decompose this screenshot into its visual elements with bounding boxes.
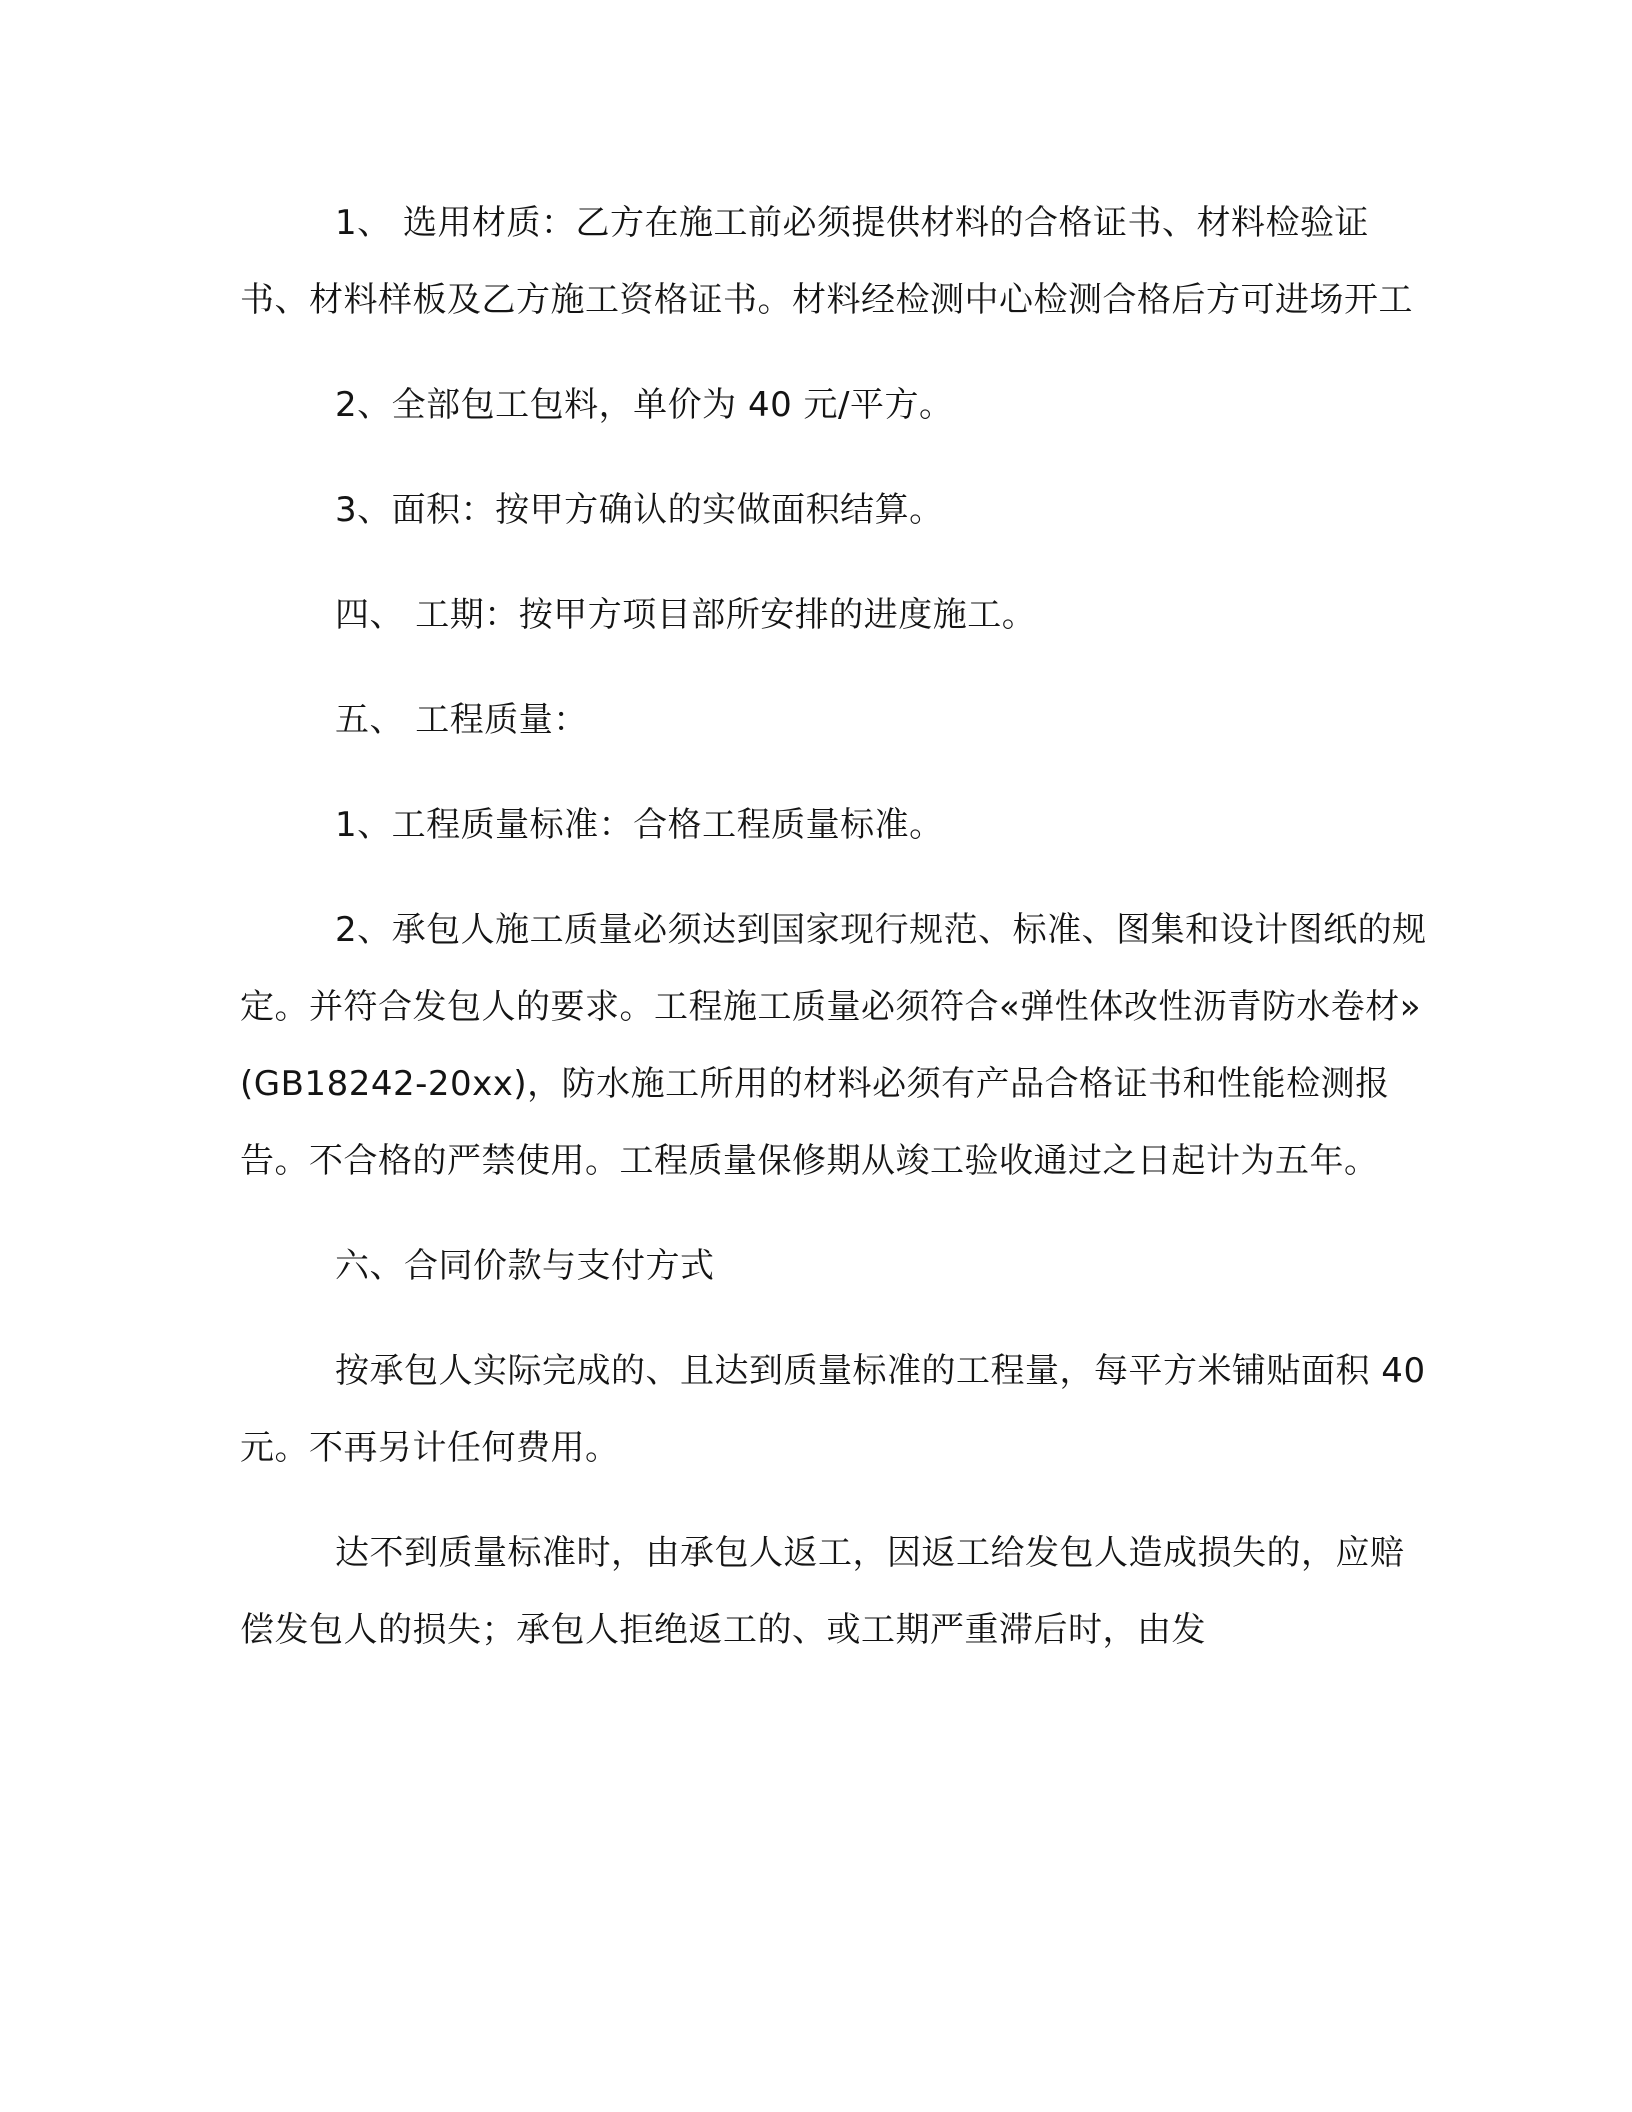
paragraph-quality-requirements — [240, 892, 1430, 1200]
line: 合格证书和性能检测报告。不合格的严禁使用。工程质量保修期从竣 — [240, 1064, 1390, 1181]
document-body — [240, 185, 1430, 1697]
line: 四、 工期：按甲方项目部所安排的进度施工。 — [335, 595, 1037, 635]
paragraph-material — [240, 185, 1430, 339]
line: 验证书、材料样板及乙方施工资格证书。材料经检测中心检测合格后 — [240, 203, 1369, 320]
line: 性沥青防水卷材» (GB18242-20xx)，防水施工所用的材料必须有产品 — [240, 987, 1422, 1104]
line: 六、合同价款与支付方式 — [335, 1246, 715, 1286]
paragraph-rework — [240, 1515, 1430, 1669]
paragraph-payment-terms — [240, 1333, 1430, 1487]
line: 应赔偿发包人的损失；承包人拒绝返工的、或工期严重滞后时，由发 — [240, 1533, 1405, 1650]
paragraph-quality-standard — [240, 787, 1430, 864]
paragraph-area — [240, 472, 1430, 549]
line: 按承包人实际完成的、且达到质量标准的工程量，每平方米铺贴 — [335, 1351, 1301, 1391]
line: 面积 40 元。不再另计任何费用。 — [240, 1351, 1426, 1468]
line: 工验收通过之日起计为五年。 — [930, 1141, 1379, 1181]
paragraph-schedule — [240, 577, 1430, 654]
paragraph-quality-heading — [240, 682, 1430, 759]
line: 五、 工程质量： — [335, 700, 588, 740]
line: 3、面积：按甲方确认的实做面积结算。 — [335, 490, 944, 530]
paragraph-payment-heading — [240, 1228, 1430, 1305]
line: 达不到质量标准时，由承包人返工，因返工给发包人造成损失的， — [335, 1533, 1336, 1573]
paragraph-unit-price — [240, 367, 1430, 444]
line: 图纸的规定。并符合发包人的要求。工程施工质量必须符合«弹性体改 — [240, 910, 1427, 1027]
line: 1、 选用材质：乙方在施工前必须提供材料的合格证书、材料检 — [335, 203, 1300, 243]
line: 1、工程质量标准：合格工程质量标准。 — [335, 805, 944, 845]
line: 2、承包人施工质量必须达到国家现行规范、标准、图集和设计 — [335, 910, 1289, 950]
line: 2、全部包工包料，单价为 40 元/平方。 — [335, 385, 954, 425]
line: 方可进场开工 — [1206, 280, 1413, 320]
